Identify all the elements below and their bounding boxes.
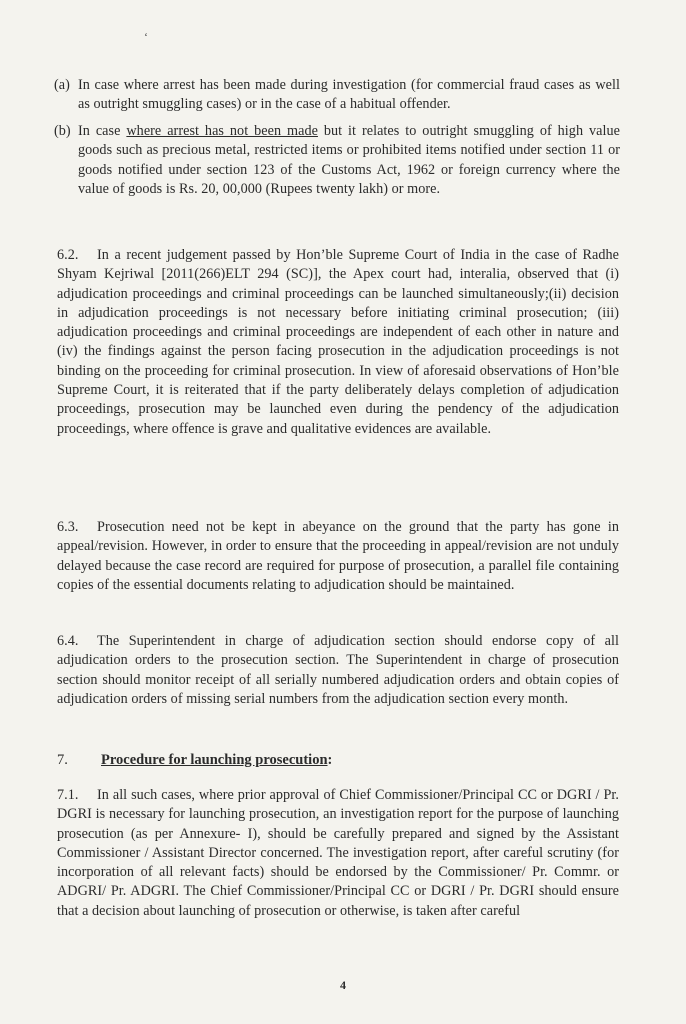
section-number: 7. <box>57 752 68 768</box>
section-colon: : <box>327 752 333 768</box>
section-heading <box>57 750 332 770</box>
list-text-start: In case <box>78 123 127 139</box>
list-item-b <box>54 122 620 199</box>
paragraph-number: 7.1. <box>57 787 79 803</box>
section-title: Procedure for launching prosecution <box>101 752 328 768</box>
paragraph-6-2 <box>57 246 619 439</box>
list-text: In case where arrest has been made during investigation (for commercial fraud cases as well as outright smuggling cases) or in the case of a habitual offender. <box>78 77 620 113</box>
paragraph-7-1 <box>57 786 619 921</box>
paragraph-6-4 <box>57 632 619 709</box>
paragraph-text: The Superintendent in charge of adjudication section should endorse copy of all adjudication orders to the prosecution section. The Superintendent in charge of prosecution section should monitor receipt of all serially numbered adjudication orders and obtain copies of adjudication orders of missing serial numbers from the adjudication section every month. <box>57 633 619 707</box>
scan-mark: ʻ <box>144 30 148 44</box>
paragraph-number: 6.2. <box>57 247 79 263</box>
paragraph-text: Prosecution need not be kept in abeyance on the ground that the party has gone in appeal/revision. However, in order to ensure that the proceeding in appeal/revision are not unduly delayed because the case record are required for purpose of prosecution, a parallel file containing copies of the essential documents relating to adjudication should be maintained. <box>57 519 619 593</box>
page-number: 4 <box>340 978 346 992</box>
list-label: (b) <box>54 123 71 139</box>
paragraph-text: In a recent judgement passed by Hon’ble Supreme Court of India in the case of Radhe Shyam Kejriwal [2011(266)ELT 294 (SC)], the Apex court had, interalia, observed that (i) adjudication proceedings and criminal proceedings can be launched simultaneously;(ii) decision in adjudication proceedings is not necessary before initiating criminal prosecution; (iii) adjudication proceedings and criminal proceedings are independent of each other in nature and (iv) the findings against the person facing prosecution in the adjudication proceedings is not binding on the proceeding for criminal prosecution. In view of aforesaid observations of Hon’ble Supreme Court, it is reiterated that if the party deliberately delays completion of adjudication proceedings, prosecution may be launched even during the pendency of the adjudication proceedings, where offence is grave and qualitative evidences are available. <box>57 247 619 437</box>
paragraph-number: 6.3. <box>57 519 79 535</box>
paragraph-text: In all such cases, where prior approval of Chief Commissioner/Principal CC or DGRI / Pr. DGRI is necessary for launching prosecution, an investigation report for the purpose of launching prosecution (as per Annexure- I), should be carefully prepared and signed by the Assistant Commissioner / Assistant Director concerned. The investigation report, after careful scrutiny (for incorporation of all relevant facts) should be endorsed by the Commissioner/ Pr. Commr. or ADGRI/ Pr. ADGRI. The Chief Commissioner/Principal CC or DGRI / Pr. DGRI should ensure that a decision about launching of prosecution or otherwise, is taken after careful <box>57 787 619 919</box>
paragraph-number: 6.4. <box>57 633 79 649</box>
underlined-phrase: where arrest has not been made <box>126 123 318 139</box>
list-label: (a) <box>54 77 70 93</box>
list-text <box>78 122 620 199</box>
paragraph-6-3 <box>57 518 619 595</box>
list-text-end: but it relates to outright smuggling of high value goods such as precious metal, restricted items or prohibited items notified under section 11 or goods notified under section 123 of the Customs Act, 1962 or foreign currency where the value of goods is Rs. 20, 00,000 (Rupees twenty lakh) or more. <box>78 123 620 197</box>
list-item-a <box>54 76 620 115</box>
